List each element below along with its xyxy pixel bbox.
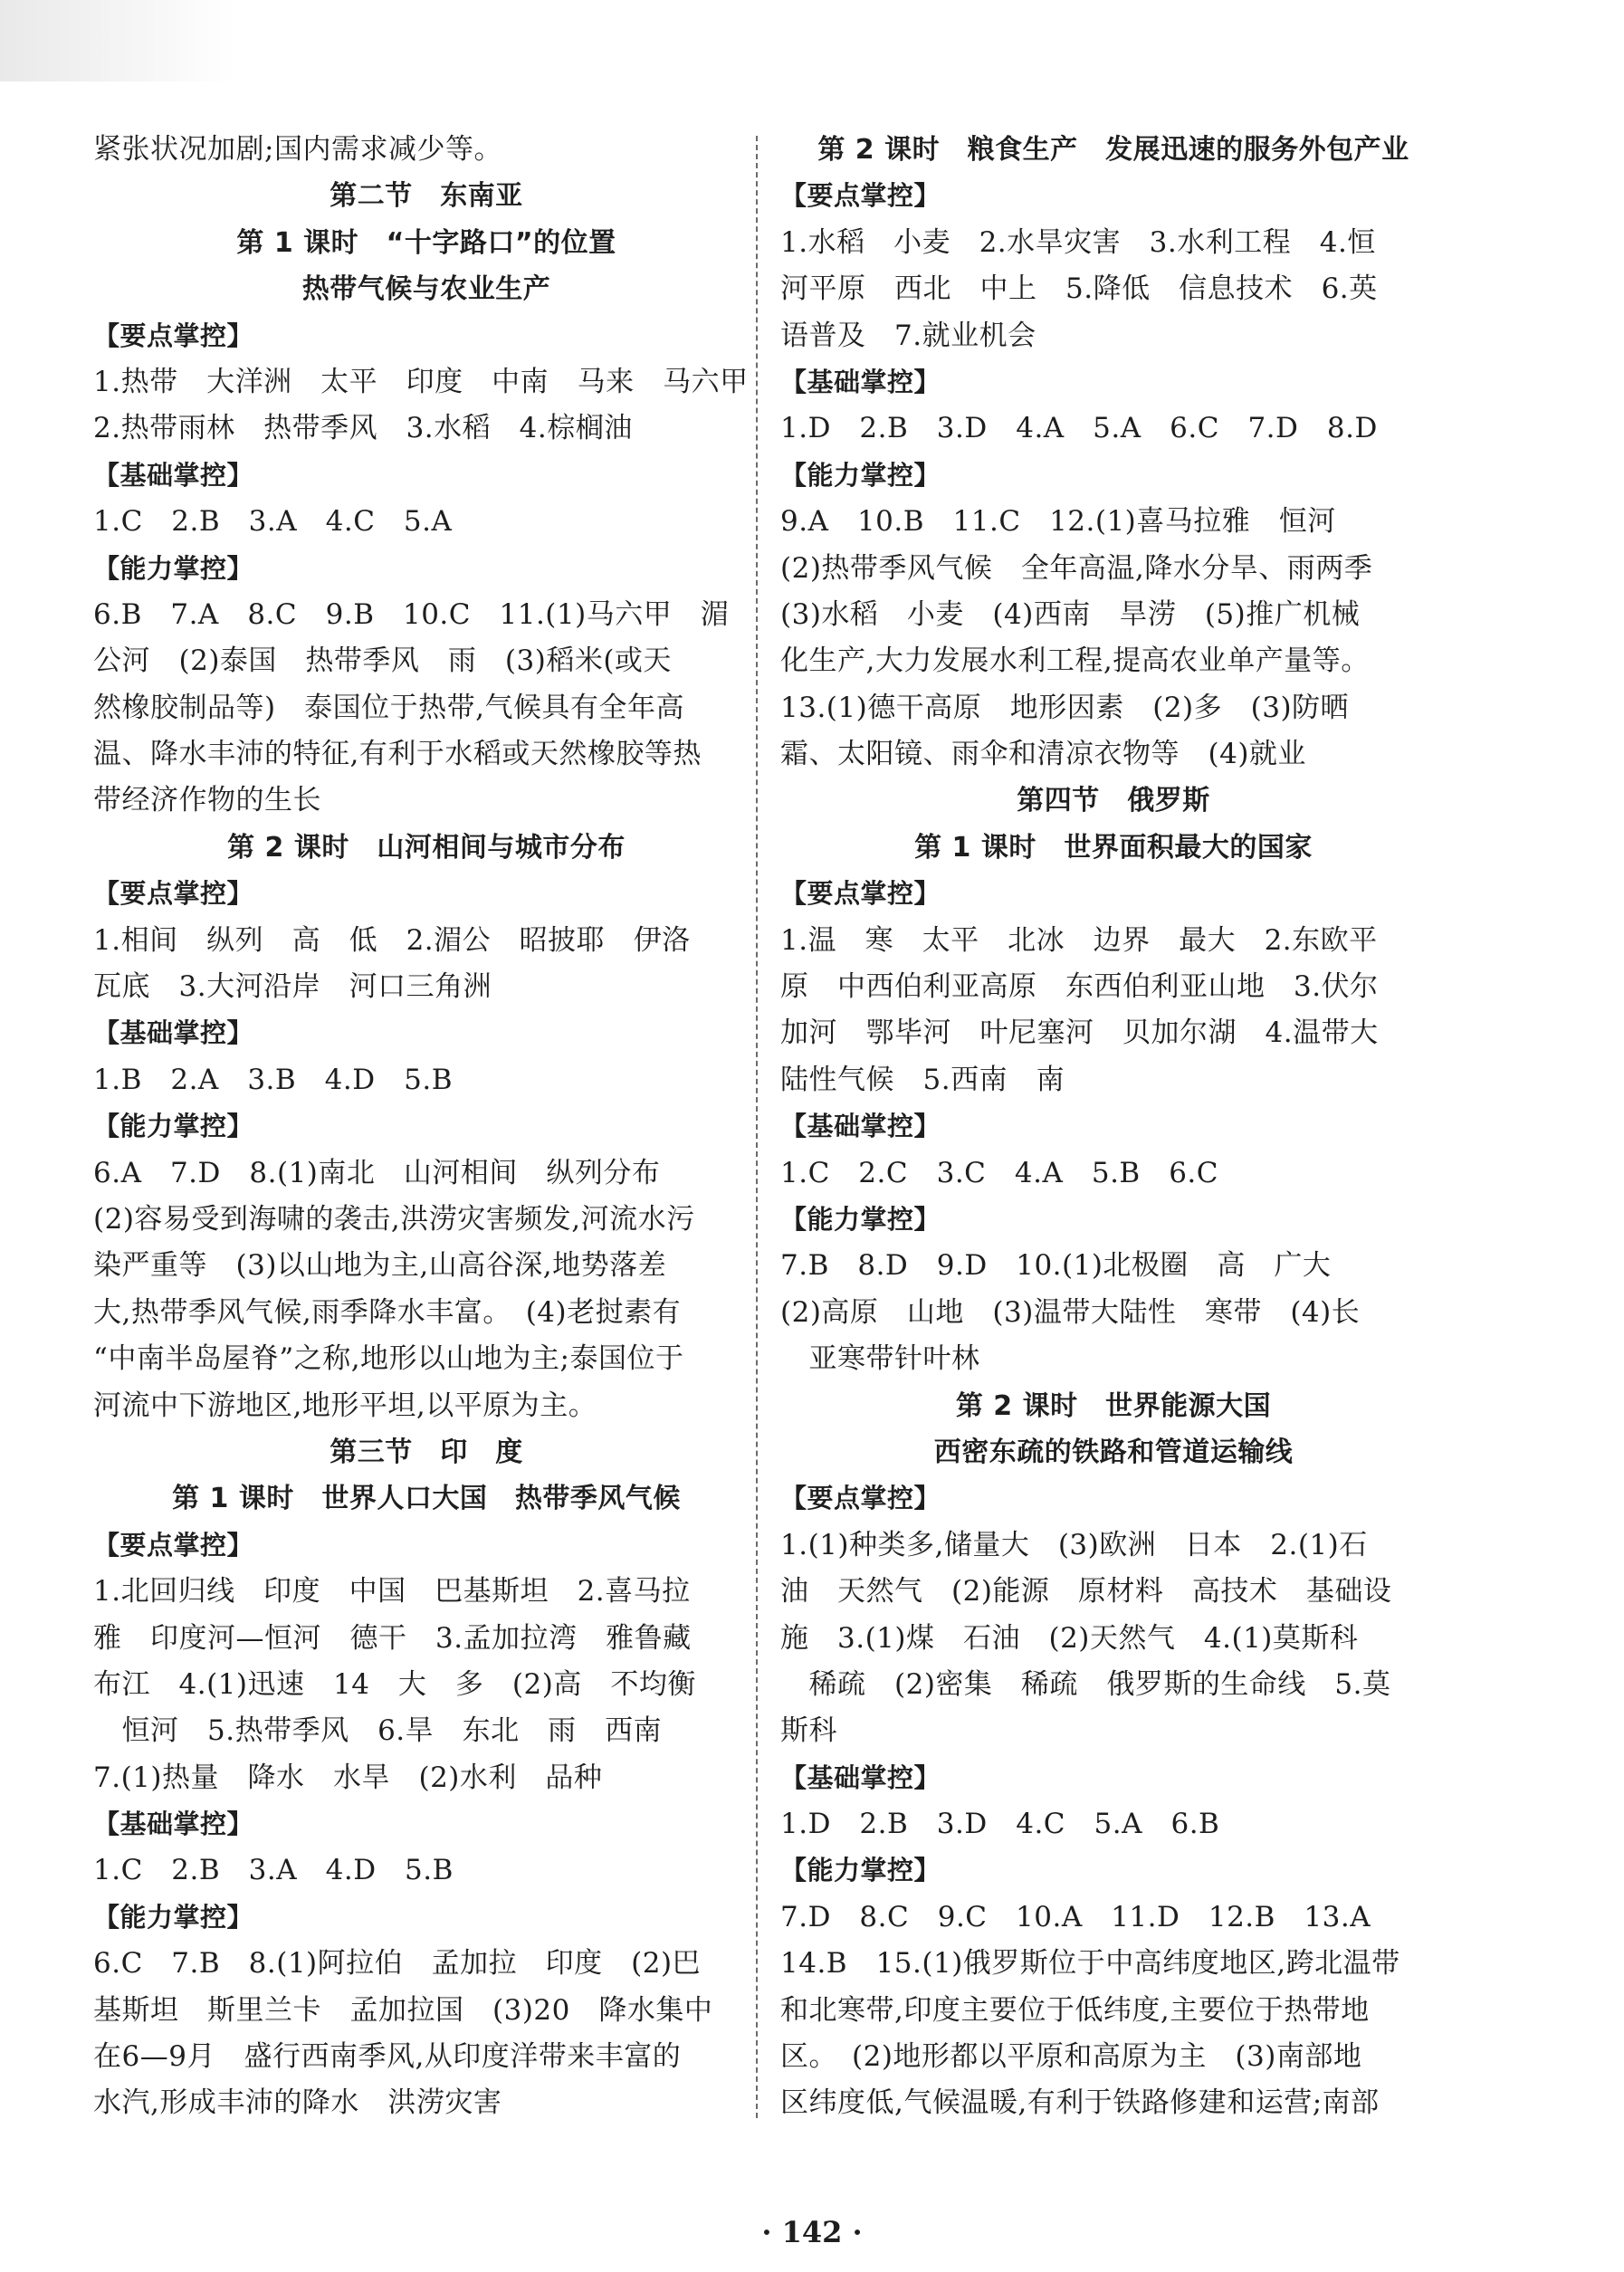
left-answer-line: 7.(1)热量 降水 水旱 (2)水利 品种 (93, 1761, 603, 1794)
left-answer-line: 1.C 2.B 3.A 4.C 5.A (93, 505, 453, 539)
right-section-title: 第四节 俄罗斯 (1017, 785, 1210, 817)
left-subheading: 【能力掌控】 (93, 1901, 254, 1933)
left-answer-line: “中南半岛屋脊”之称,地形以山地为主;泰国位于 (93, 1342, 684, 1376)
right-answer-line: 语普及 7.就业机会 (780, 319, 1036, 352)
right-answer-line: 7.B 8.D 9.D 10.(1)北极圈 高 广大 (780, 1249, 1332, 1283)
left-answer-line: 恒河 5.热带季风 6.旱 东北 雨 西南 (93, 1714, 663, 1748)
left-subheading: 【能力掌控】 (93, 1111, 254, 1142)
left-answer-line: 2.热带雨林 热带季风 3.水稻 4.棕榈油 (93, 412, 633, 445)
left-section-title: 第 1 课时 “十字路口”的位置 (236, 226, 616, 259)
right-answer-line: 1.温 寒 太平 北冰 边界 最大 2.东欧平 (780, 923, 1378, 957)
right-answer-line: (2)热带季风气候 全年高温,降水分旱、雨两季 (780, 551, 1373, 585)
left-answer-line: 大,热带季风气候,雨季降水丰富。 (4)老挝素有 (93, 1295, 682, 1329)
right-answer-line: 加河 鄂毕河 叶尼塞河 贝加尔湖 4.温带大 (780, 1017, 1379, 1050)
right-answer-line: (3)水稻 小麦 (4)西南 旱涝 (5)推广机械 (780, 597, 1361, 631)
left-answer-line: 6.A 7.D 8.(1)南北 山河相间 纵列分布 (93, 1156, 661, 1189)
right-subheading: 【基础掌控】 (780, 366, 941, 397)
left-answer-line: 紧张状况加剧;国内需求减少等。 (93, 133, 502, 166)
right-subheading: 【要点掌控】 (780, 878, 941, 910)
left-section-title: 第三节 印 度 (330, 1436, 523, 1468)
right-answer-line: 稀疏 (2)密集 稀疏 俄罗斯的生命线 5.莫 (780, 1667, 1391, 1701)
left-answer-line: 1.相间 纵列 高 低 2.湄公 昭披耶 伊洛 (93, 923, 691, 957)
left-answer-line: 带经济作物的生长 (93, 784, 321, 817)
left-answer-line: 1.C 2.B 3.A 4.D 5.B (93, 1854, 454, 1887)
right-answer-line: 1.(1)种类多,储量大 (3)欧洲 日本 2.(1)石 (780, 1528, 1368, 1561)
right-answer-line: (2)高原 山地 (3)温带大陆性 寒带 (4)长 (780, 1295, 1361, 1329)
page-number: · 142 · (761, 2215, 863, 2249)
left-answer-line: 布江 4.(1)迅速 14 大 多 (2)高 不均衡 (93, 1667, 696, 1701)
left-section-title: 热带气候与农业生产 (301, 273, 551, 306)
right-answer-line: 1.C 2.C 3.C 4.A 5.B 6.C (780, 1156, 1219, 1189)
right-answer-line: 河平原 西北 中上 5.降低 信息技术 6.英 (780, 272, 1378, 306)
right-answer-line: 1.D 2.B 3.D 4.C 5.A 6.B (780, 1808, 1220, 1841)
left-subheading: 【要点掌控】 (93, 1529, 254, 1561)
right-subheading: 【基础掌控】 (780, 1761, 941, 1793)
left-answer-line: 1.热带 大洋洲 太平 印度 中南 马来 马六甲 (93, 365, 749, 398)
right-subheading: 【要点掌控】 (780, 1483, 941, 1514)
right-answer-line: 13.(1)德干高原 地形因素 (2)多 (3)防晒 (780, 691, 1350, 724)
right-answer-line: 和北寒带,印度主要位于低纬度,主要位于热带地 (780, 1993, 1370, 2027)
left-section-title: 第 1 课时 世界人口大国 热带季风气候 (172, 1483, 681, 1515)
left-answer-line: 河流中下游地区,地形平坦,以平原为主。 (93, 1389, 597, 1422)
right-section-title: 第 2 课时 世界能源大国 (955, 1389, 1272, 1422)
right-answer-line: 油 天然气 (2)能源 原材料 高技术 基础设 (780, 1575, 1392, 1609)
left-answer-line: 在6—9月 盛行西南季风,从印度洋带来丰富的 (93, 2040, 682, 2074)
left-answer-line: 雅 印度河—恒河 德干 3.孟加拉湾 雅鲁藏 (93, 1621, 692, 1655)
right-answer-line: 7.D 8.C 9.C 10.A 11.D 12.B 13.A (780, 1900, 1371, 1933)
right-answer-line: 陆性气候 5.西南 南 (780, 1063, 1065, 1096)
right-answer-line: 1.水稻 小麦 2.水旱灾害 3.水利工程 4.恒 (780, 225, 1376, 259)
right-answer-line: 化生产,大力发展水利工程,提高农业单产量等。 (780, 644, 1370, 678)
right-section-title: 第 1 课时 世界面积最大的国家 (914, 831, 1313, 864)
column-divider (756, 136, 758, 2118)
left-subheading: 【能力掌控】 (93, 552, 254, 584)
right-answer-line: 区。 (2)地形都以平原和高原为主 (3)南部地 (780, 2040, 1362, 2074)
left-answer-line: 6.C 7.B 8.(1)阿拉伯 孟加拉 印度 (2)巴 (93, 1947, 702, 1981)
right-answer-line: 施 3.(1)煤 石油 (2)天然气 4.(1)莫斯科 (780, 1621, 1359, 1655)
left-answer-line: 瓦底 3.大河沿岸 河口三角洲 (93, 970, 492, 1004)
right-subheading: 【能力掌控】 (780, 1203, 941, 1235)
left-answer-line: 温、降水丰沛的特征,有利于水稻或天然橡胶等热 (93, 738, 702, 771)
left-subheading: 【要点掌控】 (93, 320, 254, 351)
right-subheading: 【能力掌控】 (780, 459, 941, 491)
left-answer-line: 水汽,形成丰沛的降水 洪涝灾害 (93, 2086, 502, 2120)
right-answer-line: 9.A 10.B 11.C 12.(1)喜马拉雅 恒河 (780, 505, 1336, 539)
right-subheading: 【要点掌控】 (780, 180, 941, 212)
right-answer-line: 亚寒带针叶林 (780, 1342, 980, 1376)
right-section-title: 西密东疏的铁路和管道运输线 (933, 1436, 1294, 1468)
right-subheading: 【能力掌控】 (780, 1855, 941, 1886)
right-answer-line: 区纬度低,气候温暖,有利于铁路修建和运营;南部 (780, 2086, 1380, 2120)
right-section-title: 第 2 课时 粮食生产 发展迅速的服务外包产业 (817, 134, 1409, 166)
left-column (93, 127, 759, 2127)
right-answer-line: 14.B 15.(1)俄罗斯位于中高纬度地区,跨北温带 (780, 1947, 1400, 1981)
left-subheading: 【基础掌控】 (93, 1809, 254, 1840)
right-answer-line: 斯科 (780, 1714, 837, 1748)
left-answer-line: 1.北回归线 印度 中国 巴基斯坦 2.喜马拉 (93, 1575, 691, 1609)
left-subheading: 【基础掌控】 (93, 1017, 254, 1049)
left-answer-line: 染严重等 (3)以山地为主,山高谷深,地势落差 (93, 1249, 667, 1283)
left-answer-line: 1.B 2.A 3.B 4.D 5.B (93, 1063, 453, 1096)
left-answer-line: 然橡胶制品等) 泰国位于热带,气候具有全年高 (93, 691, 684, 724)
left-subheading: 【要点掌控】 (93, 878, 254, 910)
left-section-title: 第 2 课时 山河相间与城市分布 (227, 831, 626, 864)
left-section-title: 第二节 东南亚 (330, 180, 523, 213)
right-answer-line: 原 中西伯利亚高原 东西伯利亚山地 3.伏尔 (780, 970, 1379, 1004)
right-answer-line: 1.D 2.B 3.D 4.A 5.A 6.C 7.D 8.D (780, 412, 1378, 445)
left-answer-line: 6.B 7.A 8.C 9.B 10.C 11.(1)马六甲 湄 (93, 597, 730, 631)
left-subheading: 【基础掌控】 (93, 459, 254, 491)
right-subheading: 【基础掌控】 (780, 1111, 941, 1142)
left-answer-line: 基斯坦 斯里兰卡 孟加拉国 (3)20 降水集中 (93, 1993, 713, 2027)
scan-smudge (0, 0, 235, 81)
right-answer-line: 霜、太阳镜、雨伞和清凉衣物等 (4)就业 (780, 738, 1306, 771)
right-column (780, 127, 1447, 2127)
left-answer-line: (2)容易受到海啸的袭击,洪涝灾害频发,河流水污 (93, 1202, 695, 1236)
left-answer-line: 公河 (2)泰国 热带季风 雨 (3)稻米(或天 (93, 644, 672, 678)
